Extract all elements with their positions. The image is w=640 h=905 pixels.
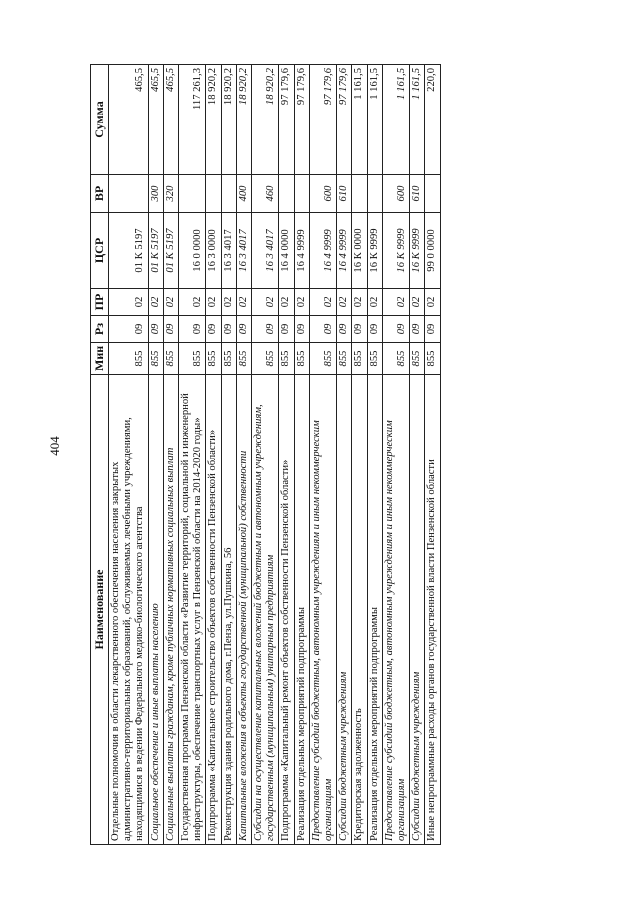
cell-csr: 16 К 9999 — [410, 213, 425, 289]
cell-rz: 09 — [163, 316, 178, 343]
cell-csr: 16 К 0000 — [352, 213, 367, 289]
table-row — [410, 65, 425, 845]
cell-pr: 02 — [279, 289, 294, 316]
cell-csr: 16 4 9999 — [337, 213, 352, 289]
cell-vr: 600 — [309, 175, 336, 213]
cell-name: Реализация отдельных мероприятий подпрограммы — [294, 375, 309, 845]
cell-rz: 09 — [236, 316, 251, 343]
table-row — [367, 65, 382, 845]
cell-rz: 09 — [309, 316, 336, 343]
table-body — [109, 65, 441, 845]
cell-pr: 02 — [337, 289, 352, 316]
cell-vr: 300 — [148, 175, 163, 213]
cell-pr: 02 — [163, 289, 178, 316]
cell-min: 855 — [163, 343, 178, 375]
cell-vr — [109, 175, 149, 213]
cell-rz: 09 — [294, 316, 309, 343]
cell-sum: 117 261,3 — [179, 65, 206, 175]
table-row — [179, 65, 206, 845]
cell-name: Капитальные вложения в объекты государственной (муниципальной) собственности — [236, 375, 251, 845]
cell-sum: 220,0 — [425, 65, 440, 175]
header-sum: Сумма — [91, 65, 109, 175]
cell-name: Социальные выплаты гражданам, кроме публичных нормативных социальных выплат — [163, 375, 178, 845]
cell-min: 855 — [294, 343, 309, 375]
rotated-table-container — [90, 65, 610, 845]
cell-name: Субсидии на осуществление капитальных вложений бюджетным и автономным учреждениям, государственным (муниципальным) унитарным предприятиям — [252, 375, 279, 845]
cell-csr: 16 К 9999 — [382, 213, 409, 289]
cell-rz: 09 — [367, 316, 382, 343]
cell-min: 855 — [148, 343, 163, 375]
cell-csr: 16 К 9999 — [367, 213, 382, 289]
cell-pr: 02 — [236, 289, 251, 316]
table-row — [294, 65, 309, 845]
cell-min: 855 — [410, 343, 425, 375]
cell-rz: 09 — [206, 316, 221, 343]
cell-sum: 18 920,2 — [221, 65, 236, 175]
cell-min: 855 — [252, 343, 279, 375]
cell-csr: 01 К 5197 — [148, 213, 163, 289]
cell-min: 855 — [352, 343, 367, 375]
cell-pr: 02 — [179, 289, 206, 316]
cell-csr: 01 К 5197 — [163, 213, 178, 289]
cell-vr: 610 — [337, 175, 352, 213]
cell-rz: 09 — [410, 316, 425, 343]
header-name: Наименование — [91, 375, 109, 845]
cell-pr: 02 — [367, 289, 382, 316]
cell-csr: 16 4 9999 — [294, 213, 309, 289]
cell-name: Предоставление субсидий бюджетным, автономным учреждениям и иным некоммерческим организациям — [382, 375, 409, 845]
cell-sum: 18 920,2 — [236, 65, 251, 175]
cell-rz: 09 — [148, 316, 163, 343]
cell-sum: 97 179,6 — [337, 65, 352, 175]
cell-rz: 09 — [109, 316, 149, 343]
cell-vr — [279, 175, 294, 213]
cell-name: Кредиторская задолженность — [352, 375, 367, 845]
cell-sum: 1 161,5 — [382, 65, 409, 175]
cell-name: Субсидии бюджетным учреждениям — [337, 375, 352, 845]
cell-name: Подпрограмма «Капитальное строительство объектов собственности Пензенской области» — [206, 375, 221, 845]
cell-sum: 18 920,2 — [206, 65, 221, 175]
cell-min: 855 — [206, 343, 221, 375]
cell-min: 855 — [309, 343, 336, 375]
cell-vr — [352, 175, 367, 213]
table-row — [279, 65, 294, 845]
cell-csr: 16 3 0000 — [206, 213, 221, 289]
budget-table — [90, 64, 441, 845]
cell-sum: 97 179,6 — [309, 65, 336, 175]
cell-rz: 09 — [252, 316, 279, 343]
cell-pr: 02 — [221, 289, 236, 316]
cell-csr: 16 3 4017 — [252, 213, 279, 289]
cell-vr — [367, 175, 382, 213]
cell-min: 855 — [337, 343, 352, 375]
table-row — [109, 65, 149, 845]
table-row — [425, 65, 440, 845]
cell-vr: 610 — [410, 175, 425, 213]
header-pr: ПР — [91, 289, 109, 316]
cell-min: 855 — [382, 343, 409, 375]
cell-csr: 99 0 0000 — [425, 213, 440, 289]
cell-csr: 16 0 0000 — [179, 213, 206, 289]
cell-name: Реализация отдельных мероприятий подпрограммы — [367, 375, 382, 845]
cell-min: 855 — [425, 343, 440, 375]
cell-rz: 09 — [337, 316, 352, 343]
cell-csr: 16 3 4017 — [221, 213, 236, 289]
cell-vr — [221, 175, 236, 213]
cell-pr: 02 — [252, 289, 279, 316]
table-row — [337, 65, 352, 845]
table-row — [252, 65, 279, 845]
cell-vr: 600 — [382, 175, 409, 213]
cell-rz: 09 — [352, 316, 367, 343]
cell-min: 855 — [179, 343, 206, 375]
cell-sum: 97 179,6 — [279, 65, 294, 175]
cell-vr — [425, 175, 440, 213]
cell-min: 855 — [279, 343, 294, 375]
cell-sum: 97 179,6 — [294, 65, 309, 175]
cell-csr: 16 3 4017 — [236, 213, 251, 289]
cell-pr: 02 — [109, 289, 149, 316]
cell-name: Предоставление субсидий бюджетным, автономным учреждениям и иным некоммерческим организациям — [309, 375, 336, 845]
cell-name: Иные непрограммные расходы органов государственной власти Пензенской области — [425, 375, 440, 845]
cell-csr: 16 4 9999 — [309, 213, 336, 289]
cell-sum: 1 161,5 — [367, 65, 382, 175]
header-vr: ВР — [91, 175, 109, 213]
cell-sum: 465,5 — [109, 65, 149, 175]
cell-sum: 1 161,5 — [410, 65, 425, 175]
page-number: 404 — [47, 436, 62, 456]
cell-min: 855 — [236, 343, 251, 375]
cell-sum: 1 161,5 — [352, 65, 367, 175]
cell-pr: 02 — [206, 289, 221, 316]
cell-vr — [294, 175, 309, 213]
header-rz: Рз — [91, 316, 109, 343]
table-row — [236, 65, 251, 845]
cell-vr: 400 — [236, 175, 251, 213]
table-row — [221, 65, 236, 845]
cell-name: Государственная программа Пензенской области «Развитие территорий, социальной и инженерной инфраструктуры, обеспечение транспортных услуг в Пензенской области на 2014-2020 годы» — [179, 375, 206, 845]
cell-pr: 02 — [309, 289, 336, 316]
cell-vr — [206, 175, 221, 213]
table-row — [309, 65, 336, 845]
table-row — [206, 65, 221, 845]
cell-pr: 02 — [352, 289, 367, 316]
cell-name: Подпрограмма «Капитальный ремонт объектов собственности Пензенской области» — [279, 375, 294, 845]
cell-sum: 465,5 — [148, 65, 163, 175]
cell-rz: 09 — [179, 316, 206, 343]
cell-vr: 320 — [163, 175, 178, 213]
cell-min: 855 — [221, 343, 236, 375]
table-header-row — [91, 65, 109, 845]
cell-vr: 460 — [252, 175, 279, 213]
table-row — [382, 65, 409, 845]
cell-rz: 09 — [425, 316, 440, 343]
table-row — [148, 65, 163, 845]
table-row — [163, 65, 178, 845]
cell-name: Отдельные полномочия в области лекарственного обеспечения населения закрытых административно-территориальных образований, обслуживаемых лечебными учреждениями, находящимися в ведении Федерального медико-биологического агентства — [109, 375, 149, 845]
header-csr: ЦСР — [91, 213, 109, 289]
cell-csr: 01 К 5197 — [109, 213, 149, 289]
cell-rz: 09 — [221, 316, 236, 343]
cell-sum: 18 920,2 — [252, 65, 279, 175]
cell-min: 855 — [109, 343, 149, 375]
cell-pr: 02 — [410, 289, 425, 316]
cell-csr: 16 4 0000 — [279, 213, 294, 289]
cell-pr: 02 — [148, 289, 163, 316]
cell-pr: 02 — [294, 289, 309, 316]
cell-rz: 09 — [279, 316, 294, 343]
cell-name: Реконструкция здания родильного дома, г.Пенза, ул.Пушкина, 56 — [221, 375, 236, 845]
cell-rz: 09 — [382, 316, 409, 343]
cell-pr: 02 — [425, 289, 440, 316]
header-min: Мин — [91, 343, 109, 375]
table-row — [352, 65, 367, 845]
cell-name: Субсидии бюджетным учреждениям — [410, 375, 425, 845]
cell-min: 855 — [367, 343, 382, 375]
cell-vr — [179, 175, 206, 213]
cell-name: Социальное обеспечение и иные выплаты населению — [148, 375, 163, 845]
cell-sum: 465,5 — [163, 65, 178, 175]
cell-pr: 02 — [382, 289, 409, 316]
